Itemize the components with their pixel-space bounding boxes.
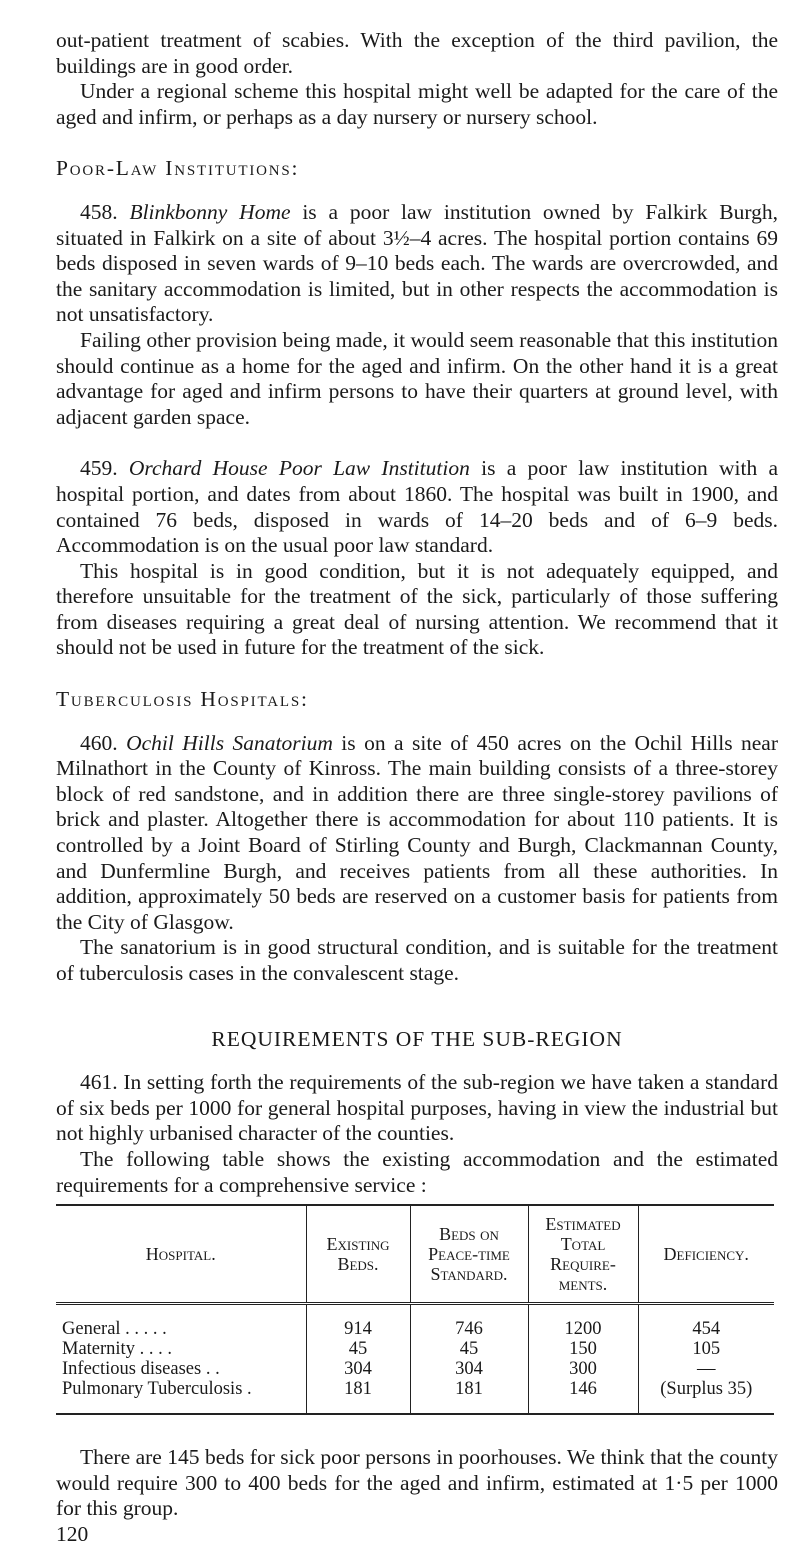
institution-name: Blinkbonny Home xyxy=(129,199,291,224)
cell-existing: 304 xyxy=(306,1359,410,1379)
paragraph-poorhouse-beds: There are 145 beds for sick poor persons in poorhouses. We think that the county would require 300 to 400 beds for the aged and infirm, estimated at 1·5 per 1000 for this group. xyxy=(56,1445,778,1521)
requirements-table xyxy=(56,1204,774,1415)
paragraph-number: 460. xyxy=(80,730,118,755)
header-deficiency: Deficiency. xyxy=(638,1205,774,1304)
cell-hospital: Infectious diseases . . xyxy=(56,1359,306,1379)
paragraph-text: is a poor law institution owned by Falkirk Burgh, situated in Falkirk on a site of about 3½–4 acres. The hospital portion contains 69 beds disposed in seven wards of 9–10 beds each. The wards are overcrowded, and the sanitary accommodation is limited, but in other respects the accommodation is not unsatisfactory. xyxy=(56,199,778,327)
document-page xyxy=(56,28,778,1547)
cell-existing: 181 xyxy=(306,1379,410,1414)
paragraph-459 xyxy=(56,456,778,558)
paragraph-461: 461. In setting forth the requirements of the sub-region we have taken a standard of six beds per 1000 for general hospital purposes, having in view the industrial but not highly urbanised character of the counties. xyxy=(56,1070,778,1146)
cell-existing: 45 xyxy=(306,1339,410,1359)
section-heading-tuberculosis: Tuberculosis Hospitals: xyxy=(56,687,309,712)
cell-hospital: Maternity . . . . xyxy=(56,1339,306,1359)
cell-peace-time: 45 xyxy=(410,1339,528,1359)
paragraph-459-b: This hospital is in good condition, but it is not adequately equipped, and therefore unsuitable for the treatment of the sick, particularly of those suffering from diseases requiring a great deal of nursing attention. We recommend that it should not be used in future for the treatment of the sick. xyxy=(56,558,778,660)
paragraph-number: 458. xyxy=(80,199,118,224)
paragraph-461-b: The following table shows the existing accommodation and the estimated requirements for a comprehensive service : xyxy=(56,1146,778,1197)
table-row xyxy=(56,1304,774,1340)
paragraph-458 xyxy=(56,200,778,328)
table-row xyxy=(56,1339,774,1359)
cell-existing: 914 xyxy=(306,1304,410,1340)
cell-hospital: Pulmonary Tuberculosis . xyxy=(56,1379,306,1414)
table-row xyxy=(56,1359,774,1379)
cell-required: 146 xyxy=(528,1379,638,1414)
paragraph-number: 459. xyxy=(80,456,118,481)
page-number: 120 xyxy=(56,1521,89,1546)
section-heading-poor-law: Poor-Law Institutions: xyxy=(56,156,300,181)
cell-deficiency: (Surplus 35) xyxy=(660,1379,753,1400)
paragraph-460 xyxy=(56,731,778,936)
cell-required: 1200 xyxy=(528,1304,638,1340)
paragraph-460-b: The sanatorium is in good structural condition, and is suitable for the treatment of tuberculosis cases in the convalescent stage. xyxy=(56,935,778,985)
cell-deficiency: — xyxy=(697,1359,716,1380)
cell-required: 300 xyxy=(528,1359,638,1379)
cell-deficiency: 105 xyxy=(692,1339,721,1360)
cell-peace-time: 304 xyxy=(410,1359,528,1379)
cell-required: 150 xyxy=(528,1339,638,1359)
table-row xyxy=(56,1379,774,1414)
cell-hospital: General . . . . . xyxy=(56,1304,306,1340)
paragraph-458-b: Failing other provision being made, it would seem reasonable that this institution should continue as a home for the aged and infirm. On the other hand it is a great advantage for aged and infirm persons to have their quarters at ground level, with adjacent garden space. xyxy=(56,327,778,429)
cell-peace-time: 181 xyxy=(410,1379,528,1414)
table-header-row xyxy=(56,1205,774,1304)
paragraph-text: is a poor law institution with a hospital portion, and dates from about 1860. The hospital was built in 1900, and contained 76 beds, disposed in wards of 14–20 beds and of 6–9 beds. Accommodation is on the usual poor law standard. xyxy=(56,456,779,558)
paragraph-regional-scheme: Under a regional scheme this hospital might well be adapted for the care of the aged and infirm, or perhaps as a day nursery or nursery school. xyxy=(56,79,778,129)
header-peace-time-beds: Beds on Peace-time Standard. xyxy=(410,1205,528,1304)
header-hospital: Hospital. xyxy=(56,1205,306,1304)
paragraph-continued: out-patient treatment of scabies. With the exception of the third pavilion, the buildings are in good order. xyxy=(56,28,778,78)
section-heading-requirements: REQUIREMENTS OF THE SUB-REGION xyxy=(211,1026,623,1051)
paragraph-text: is on a site of 450 acres on the Ochil Hills near Milnathort in the County of Kinross. The main building consists of a three-storey block of red sandstone, and in addition there are three single-storey pavilions of brick and plaster. Altogether there is accommodation for about 110 patients. It is controlled by a Joint Board of Stirling County and Burgh, Clackmannan County, and Dunfermline Burgh, and receives patients from all these authorities. In addition, approximately 50 beds are reserved on a customer basis for patients from the City of Glasgow. xyxy=(56,730,778,934)
cell-deficiency: 454 xyxy=(692,1319,721,1340)
cell-peace-time: 746 xyxy=(410,1304,528,1340)
header-existing-beds: Existing Beds. xyxy=(306,1205,410,1304)
header-estimated-requirements: Estimated Total Require-ments. xyxy=(528,1205,638,1304)
institution-name: Orchard House Poor Law Institution xyxy=(128,456,470,481)
institution-name: Ochil Hills Sanatorium xyxy=(126,730,333,755)
